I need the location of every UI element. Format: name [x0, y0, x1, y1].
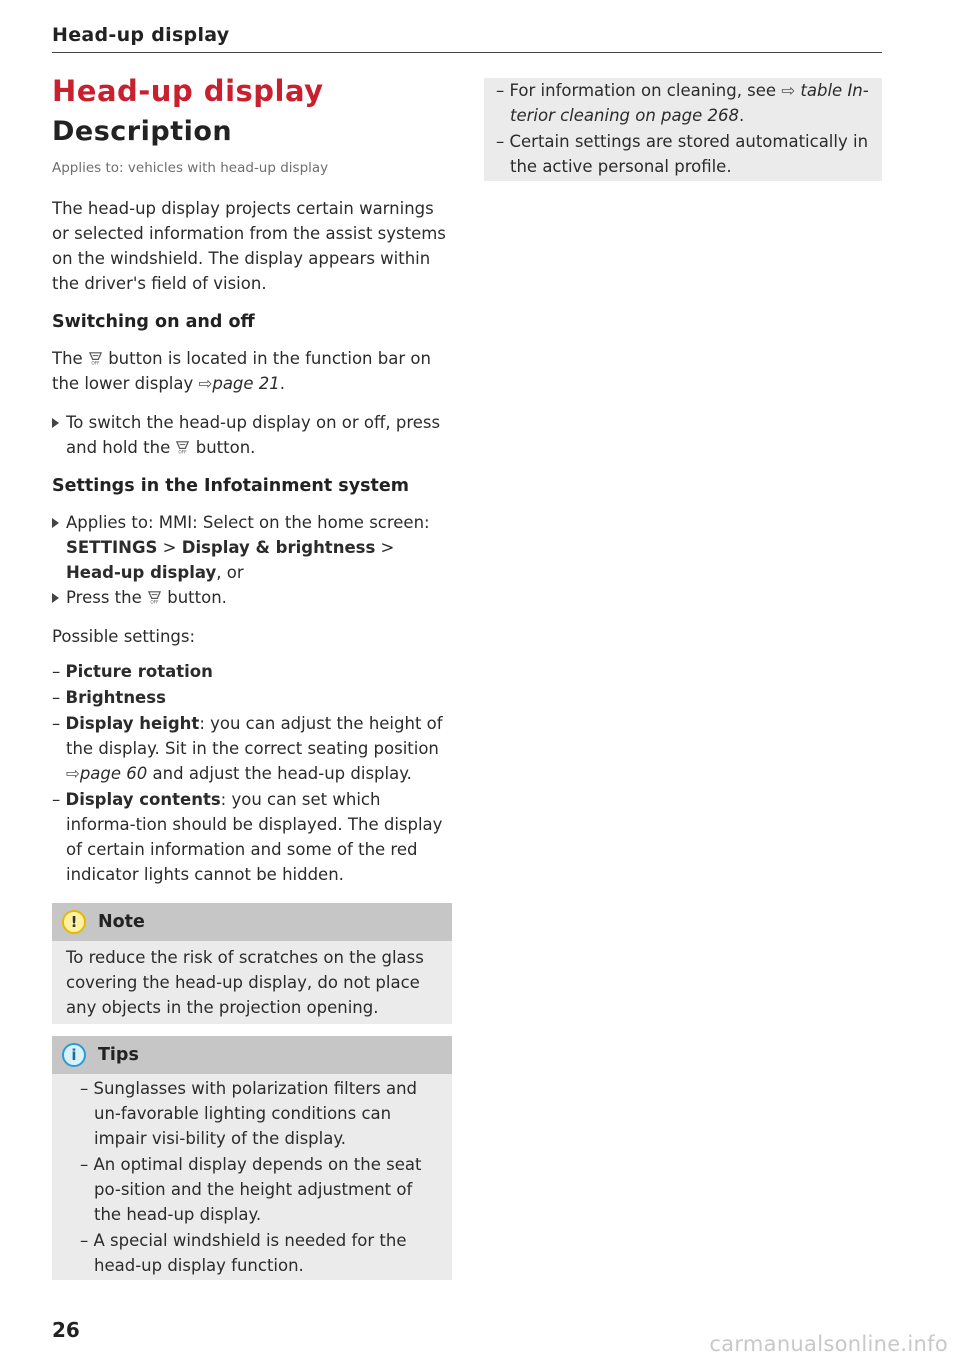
- hud-button-icon: [147, 589, 162, 604]
- subsection-title: Description: [52, 116, 233, 147]
- tip-item-profile: – Certain settings are stored automatically in the active personal profile.: [496, 132, 869, 176]
- right-column: [484, 78, 882, 181]
- note-icon: !: [62, 910, 86, 934]
- ref-arrow-icon: ⇨: [781, 81, 796, 100]
- applies-to-line: Applies to: vehicles with head-up display: [52, 160, 329, 176]
- running-header-title: Head-up display: [52, 24, 230, 46]
- switching-paragraph: The OFF button is located in the function bar on the lower display ⇨page 21.: [52, 349, 431, 393]
- svg-text:OFF: OFF: [150, 599, 159, 604]
- watermark: carmanualsonline.info: [709, 1332, 948, 1356]
- running-header: [52, 24, 882, 53]
- info-icon: i: [62, 1043, 86, 1067]
- note-label: Note: [98, 912, 145, 932]
- tips-header: [52, 1036, 452, 1074]
- page-number: 26: [52, 1318, 80, 1342]
- tip-item-cleaning: – For information on cleaning, see ⇨ table In-terior cleaning on page 268.: [496, 81, 869, 125]
- ref-arrow-icon: ⇨: [198, 374, 213, 393]
- setting-item-display-contents: – Display contents: you can set which informa-tion should be displayed. The display of certain information and some of the red indicator lights cannot be hidden.: [52, 790, 443, 884]
- tip-item: – An optimal display depends on the seat po-sition and the height adjustment of the head-up display.: [80, 1155, 422, 1224]
- left-column: [52, 72, 452, 1280]
- page-ref-link[interactable]: page 21: [212, 374, 280, 393]
- continued-tips-box: [484, 78, 882, 181]
- settings-heading: Settings in the Infotainment system: [52, 476, 409, 496]
- ref-arrow-icon: ⇨: [66, 764, 80, 783]
- intro-paragraph: The head-up display projects certain warnings or selected information from the assist systems on the windshield. The display appears within the driver's field of vision.: [52, 199, 446, 293]
- svg-text:OFF: OFF: [91, 360, 100, 365]
- tip-item: – Sunglasses with polarization filters and un-favorable lighting conditions can impair visi-bility of the display.: [80, 1079, 418, 1148]
- tips-body: [52, 1074, 452, 1280]
- table-ref-link[interactable]: table In-terior cleaning on page 268: [510, 81, 869, 125]
- setting-item-picture-rotation: – Picture rotation: [52, 662, 213, 681]
- settings-step-2: Press the OFF button.: [52, 585, 452, 610]
- setting-item-display-height: – Display height: you can adjust the height of the display. Sit in the correct seating position ⇨page 60 and adjust the head-up display.: [52, 714, 443, 783]
- tips-label: Tips: [98, 1045, 139, 1065]
- switch-step: To switch the head-up display on or off, press and hold the OFF button.: [52, 410, 452, 460]
- tips-box: [52, 1036, 452, 1280]
- note-text: To reduce the risk of scratches on the glass covering the head-up display, do not place any objects in the projection opening.: [66, 948, 424, 1017]
- note-box: [52, 903, 452, 1024]
- section-title: Head-up display: [52, 74, 324, 108]
- possible-settings-label: Possible settings:: [52, 627, 196, 646]
- hud-button-icon: [175, 439, 190, 454]
- note-header: [52, 903, 452, 941]
- hud-button-icon: [88, 350, 103, 365]
- page-ref-link[interactable]: page 60: [79, 764, 148, 783]
- switching-heading: Switching on and off: [52, 312, 255, 332]
- svg-text:OFF: OFF: [178, 449, 188, 454]
- settings-step-1: Applies to: MMI: Select on the home screen: SETTINGS > Display & brightness > Head-up display, or: [52, 510, 452, 585]
- tip-item: – A special windshield is needed for the head-up display function.: [80, 1231, 407, 1275]
- setting-item-brightness: – Brightness: [52, 688, 166, 707]
